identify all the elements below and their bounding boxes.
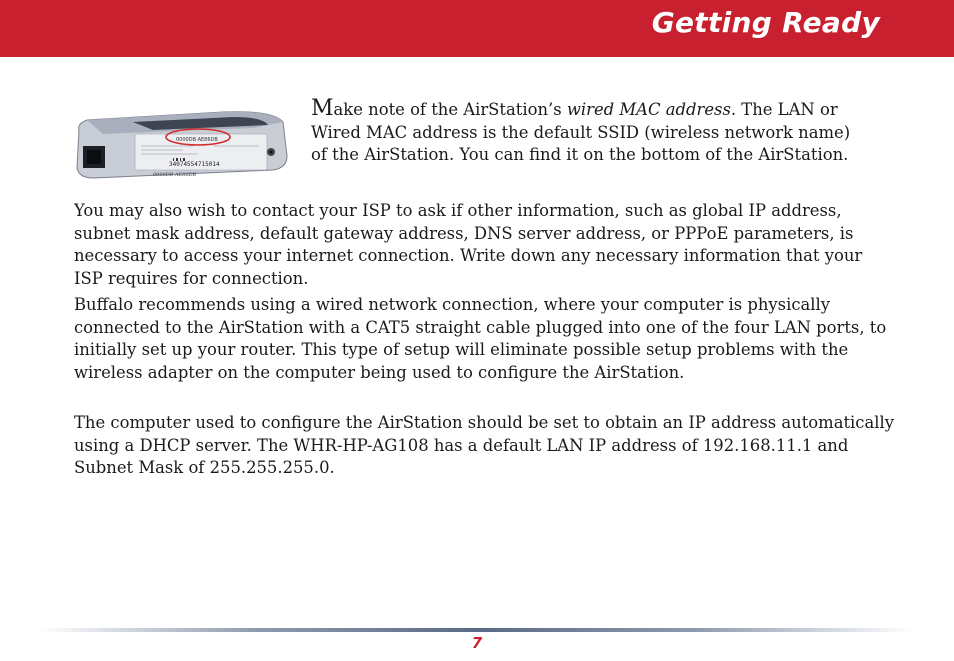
page-number: 7 — [471, 634, 483, 652]
paragraph-dhcp-settings: The computer used to configure the AirStation should be set to obtain an IP address automatically using a DHCP server. The WHR-HP-AG108 has a default LAN IP address of 192.168.11.1 and Subnet Mask of 255.255.255.0. — [74, 413, 894, 478]
page-header-bar — [0, 0, 954, 57]
paragraph-isp-info: You may also wish to contact your ISP to ask if other information, such as global IP address, subnet mask address, default gateway address, DNS server address, or PPPoE parameters, is necessary to access your internet connection. Write down any necessary information that your ISP requires for connection. — [74, 201, 863, 288]
footer-rule — [40, 628, 914, 632]
intro-emphasis: wired MAC address — [566, 100, 731, 119]
intro-text-after: . The LAN or Wired MAC address is the default SSID (wireless network name) of the AirStation. You can find it on the bottom of the AirStation. — [311, 100, 851, 165]
airstation-bottom-image — [73, 108, 289, 180]
paragraph-wired-connection: Buffalo recommends using a wired network connection, where your computer is physically connected to the AirStation with a CAT5 straight cable plugged into one of the four LAN ports, to initially set up your router. This type of setup will eliminate possible setup problems with the wireless adapter on the computer being used to configure the AirStation. — [74, 295, 887, 382]
section-title: Getting Ready — [651, 6, 880, 39]
device-bottom-text: 0000DB AE86DB — [153, 172, 197, 178]
intro-paragraph — [311, 98, 871, 167]
dropcap-letter: M — [311, 96, 334, 121]
device-label-mac: 0000DB AE86DB — [176, 137, 218, 143]
device-barcode-text: 34074554715014 — [169, 161, 220, 168]
intro-text-before: ake note of the AirStation’s — [333, 100, 567, 119]
